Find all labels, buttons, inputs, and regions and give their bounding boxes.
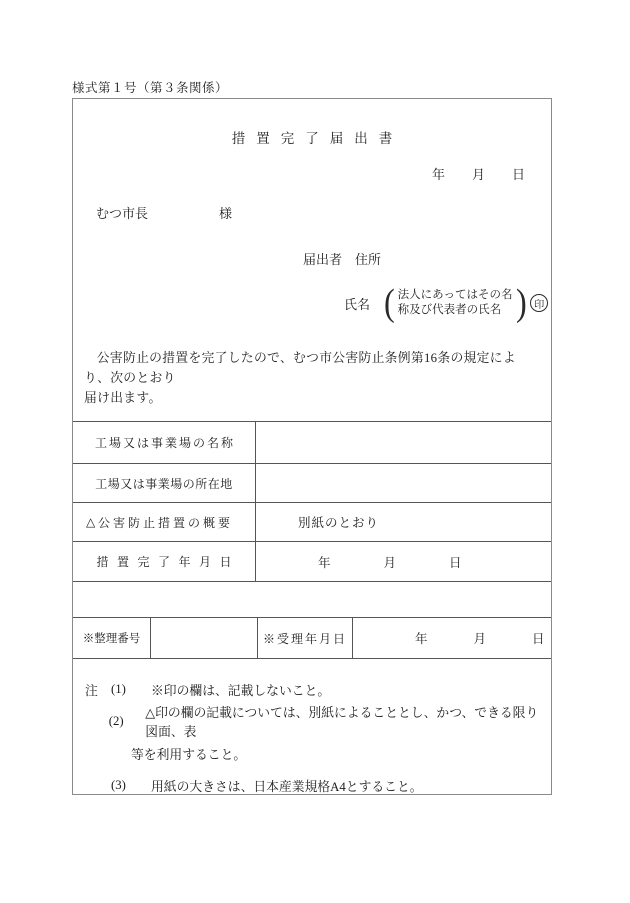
note-item-2 bbox=[73, 705, 551, 737]
date-year-label: 年 bbox=[431, 167, 445, 182]
table-row-factory-name bbox=[73, 422, 551, 464]
factory-name-field[interactable] bbox=[256, 422, 551, 463]
ref-number-label-cell bbox=[73, 618, 151, 658]
receipt-date-field[interactable] bbox=[353, 618, 551, 658]
triangle-marker: △ bbox=[86, 514, 96, 529]
receipt-date-label-cell bbox=[258, 618, 353, 658]
corporate-note-line1: 法人にあってはその名 bbox=[397, 289, 513, 301]
note-1-number: (1) bbox=[111, 681, 126, 696]
note-item-2-continuation bbox=[73, 737, 551, 769]
factory-name-label-cell bbox=[73, 422, 256, 463]
note-item-1 bbox=[73, 673, 551, 705]
completion-date-label-cell bbox=[73, 542, 256, 581]
blank-spare-row[interactable] bbox=[73, 582, 551, 617]
table-row-factory-address bbox=[73, 464, 551, 503]
factory-address-field[interactable] bbox=[256, 464, 551, 502]
declaration-line2: 届け出ます。 bbox=[84, 391, 162, 405]
receipt-year-label: 年 bbox=[415, 632, 428, 646]
date-month-label: 月 bbox=[471, 167, 485, 182]
completion-day-label: 日 bbox=[449, 555, 462, 570]
bracket-open: ( bbox=[383, 282, 395, 324]
note-1-text: ※印の欄は、記載しないこと。 bbox=[151, 683, 331, 698]
note-2-number: (2) bbox=[108, 713, 124, 728]
completion-date-label: 措置完了年月日 bbox=[96, 555, 240, 569]
form-number-label: 様式第１号（第３条関係） bbox=[72, 81, 229, 95]
table-row-blank bbox=[73, 582, 551, 618]
ref-number-field[interactable] bbox=[151, 618, 258, 658]
submitter-name-line bbox=[73, 282, 551, 324]
measures-summary-label-cell bbox=[73, 503, 256, 541]
corporate-note-line2: 称及び代表者の氏名 bbox=[397, 304, 502, 316]
corporate-name-note bbox=[396, 288, 515, 318]
table-row-measures-summary bbox=[73, 503, 551, 542]
note-item-3 bbox=[73, 769, 551, 801]
factory-address-label-cell bbox=[73, 464, 256, 502]
receipt-month-label: 月 bbox=[473, 632, 487, 646]
measures-summary-value: 別紙のとおり bbox=[298, 516, 380, 530]
notes-head: 注 bbox=[85, 683, 98, 698]
form-table bbox=[73, 421, 551, 659]
completion-month-label: 月 bbox=[383, 555, 397, 570]
receipt-day-label: 日 bbox=[532, 632, 545, 646]
ref-number-label: ※整理番号 bbox=[82, 633, 141, 645]
document-title: 措置完了届出書 bbox=[231, 131, 404, 146]
submitter-name-label: 氏名 bbox=[344, 296, 371, 312]
bracket-close: ) bbox=[515, 282, 527, 324]
note-3-text: 用紙の大きさは、日本産業規格A4とすること。 bbox=[151, 779, 423, 794]
submitter-address-label: 住所 bbox=[355, 252, 382, 267]
form-box bbox=[72, 98, 552, 795]
recipient-name: むつ市長 bbox=[96, 206, 149, 221]
table-row-admin bbox=[73, 618, 551, 659]
recipient-line bbox=[73, 203, 551, 222]
note-2-text-continued: 等を利用すること。 bbox=[131, 747, 247, 762]
note-3-number: (3) bbox=[111, 777, 126, 792]
measures-summary-label: 公害防止措置の概要 bbox=[97, 515, 233, 530]
receipt-date-label: ※受理年月日 bbox=[262, 631, 347, 646]
declaration-line1: 公害防止の措置を完了したので、むつ市公害防止条例第16条の規定により、次のとおり bbox=[84, 351, 516, 385]
table-row-completion-date bbox=[73, 542, 551, 582]
recipient-honorific: 様 bbox=[219, 206, 233, 221]
notes-section bbox=[73, 673, 551, 801]
seal-character: 印 bbox=[534, 299, 545, 311]
submitter-label: 届出者 bbox=[303, 252, 343, 267]
submission-date-line bbox=[73, 164, 551, 183]
factory-address-label: 工場又は事業場の所在地 bbox=[95, 476, 233, 491]
submitter-line bbox=[73, 249, 551, 268]
date-day-label: 日 bbox=[511, 167, 525, 182]
seal-mark-icon bbox=[530, 294, 548, 312]
completion-year-label: 年 bbox=[318, 555, 331, 570]
note-2-text: △印の欄の記載については、別紙によることとし、かつ、できる限り図面、表 bbox=[145, 706, 539, 739]
declaration-paragraph bbox=[73, 348, 551, 408]
completion-date-field[interactable] bbox=[256, 542, 551, 581]
factory-name-label: 工場又は事業場の名称 bbox=[94, 436, 235, 450]
